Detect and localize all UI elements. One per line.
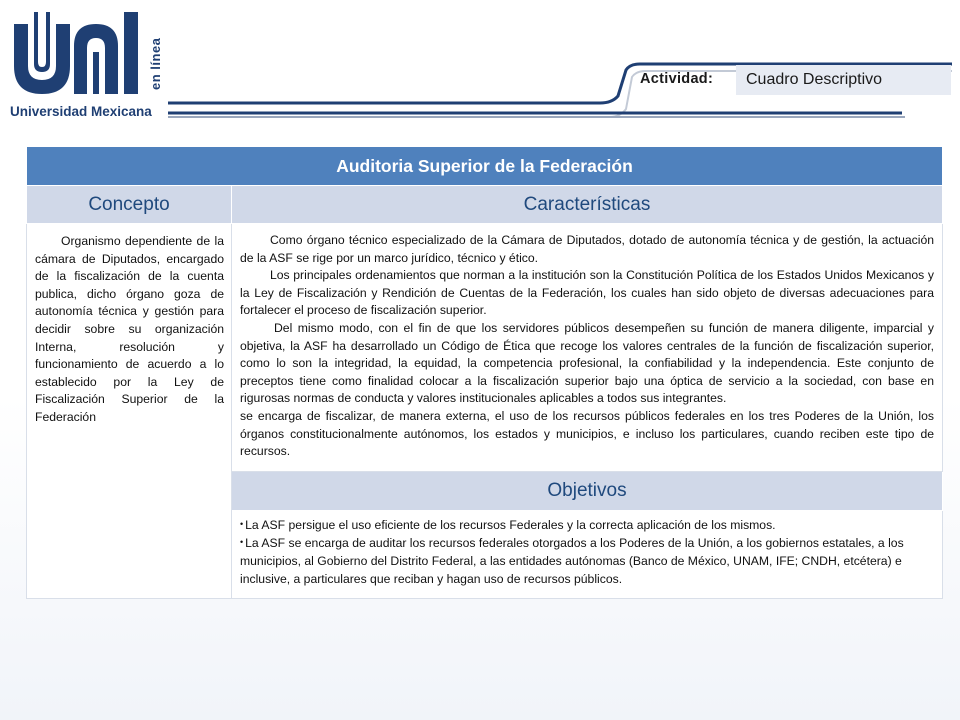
column-header-concept: Concepto <box>27 186 232 224</box>
table-title: Auditoria Superior de la Federación <box>27 147 943 186</box>
activity-value: Cuadro Descriptivo <box>736 65 951 95</box>
objective-item <box>240 516 934 535</box>
concept-text: Organismo dependiente de la cámara de Diputados, encargado de la fiscalización de la cuenta publica, dicho órgano goza de autonomía técnica y gestión para decidir sobre su organización Interna, resolución y funcionamiento de acuerdo a lo establecido por la Ley de Fiscalización Superior de la Federación <box>35 234 224 424</box>
logo-tagline: en línea <box>148 37 163 90</box>
objective-item <box>240 534 934 588</box>
bullet-icon: • <box>240 518 244 529</box>
characteristics-paragraph: Como órgano técnico especializado de la Cámara de Diputados, dotado de autonomía técnica y de gestión, la actuación de la ASF se rige por un marco jurídico, técnico y ético. <box>240 233 934 265</box>
objective-text: La ASF se encarga de auditar los recursos federales otorgados a los Poderes de la Unión, a los gobiernos estatales, a los municipios, al Gobierno del Distrito Federal, a las entidades autónomas (Banco de México, UNAM, IFE; CNDH, etcétera) e inclusive, a particulares que reciban y hagan uso de recursos públicos. <box>240 536 904 586</box>
objective-text: La ASF persigue el uso eficiente de los recursos Federales y la correcta aplicación de los mismos. <box>245 517 776 532</box>
characteristics-paragraph: se encarga de fiscalizar, de manera externa, el uso de los recursos públicos federales en los tres Poderes de la Unión, los órganos constitucionalmente autónomos, los estados y municipios, e incluso los particulares, cuando reciben este tipo de recursos. <box>240 408 934 459</box>
objectives-cell <box>232 510 943 598</box>
activity-label: Actividad: <box>640 71 714 87</box>
descriptive-table <box>26 146 943 599</box>
bullet-icon: • <box>240 537 244 548</box>
column-header-characteristics: Características <box>232 186 943 224</box>
characteristics-cell <box>232 224 943 472</box>
objectives-header: Objetivos <box>232 471 943 510</box>
characteristics-paragraph: Los principales ordenamientos que norman a la institución son la Constitución Política de los Estados Unidos Mexicanos y la Ley de Fiscalización y Rendición de Cuentas de la Federación, los cuales han sido objeto de diversas adecuaciones para fortalecer el proceso de fiscalización superior. <box>240 268 934 318</box>
characteristics-paragraph: Del mismo modo, con el fin de que los servidores públicos desempeñen su función de manera diligente, imparcial y objetiva, la ASF ha desarrollado un Código de Ética que recoge los valores centrales de la función de fiscalización superior, como lo son la integridad, la equidad, la competencia profesional, la confiabilidad y la independencia. Este conjunto de preceptos tiene como finalidad colocar a la fiscalización superior bajo una óptica de servicio a la sociedad, con base en rigurosas normas de conducta y valores institucionales aplicables a todos sus integrantes. <box>240 320 934 406</box>
concept-cell <box>27 224 232 599</box>
logo-name: Universidad Mexicana <box>10 104 152 119</box>
